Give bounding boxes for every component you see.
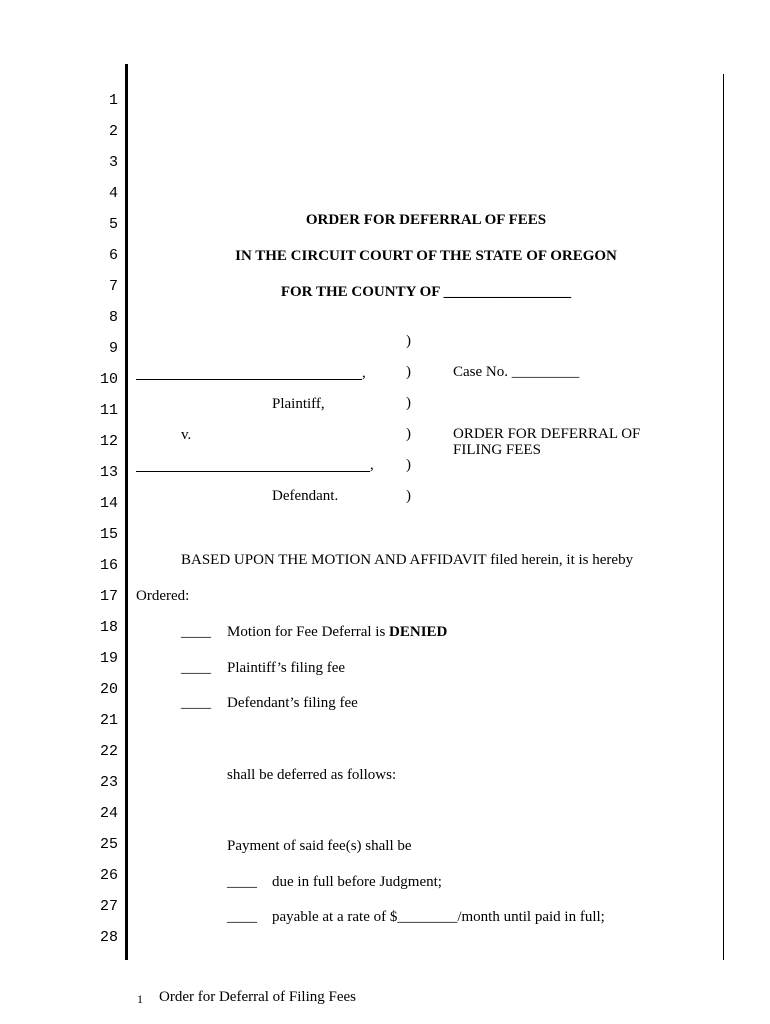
line-number: 16 — [99, 557, 118, 574]
left-margin-rule — [125, 64, 128, 960]
line-number: 12 — [99, 433, 118, 450]
line-number: 21 — [99, 712, 118, 729]
line-number: 19 — [99, 650, 118, 667]
caption-doc-title-line2: FILING FEES — [453, 442, 541, 458]
county-line: FOR THE COUNTY OF _________________ — [280, 284, 572, 300]
line-number: 8 — [108, 309, 118, 326]
plaintiff-label: Plaintiff, — [272, 396, 325, 412]
caption-paren: ) — [406, 457, 411, 473]
intro-paragraph: BASED UPON THE MOTION AND AFFIDAVIT filed herein, it is hereby — [181, 552, 634, 568]
line-number: 5 — [108, 216, 118, 233]
option-payable-rate: payable at a rate of $________/month until paid in full; — [272, 909, 605, 925]
defendant-label: Defendant. — [272, 488, 339, 504]
line-number: 1 — [108, 92, 118, 109]
line-number: 6 — [108, 247, 118, 264]
defendant-name-line — [136, 471, 370, 472]
ordered-label: Ordered: — [136, 588, 190, 604]
line-number: 4 — [108, 185, 118, 202]
checkbox-blank-denied: ____ — [181, 624, 211, 640]
checkbox-blank-defendant: ____ — [181, 695, 211, 711]
line-number: 25 — [99, 836, 118, 853]
line-number: 22 — [99, 743, 118, 760]
line-number: 18 — [99, 619, 118, 636]
option-denied-text: Motion for Fee Deferral is — [227, 624, 390, 640]
line-number: 7 — [108, 278, 118, 295]
payment-statement: Payment of said fee(s) shall be — [227, 838, 412, 854]
option-due-in-full: due in full before Judgment; — [272, 874, 442, 890]
line-number: 23 — [99, 774, 118, 791]
caption-paren: ) — [406, 333, 411, 349]
deferred-statement: shall be deferred as follows: — [227, 767, 397, 783]
line-number: 10 — [99, 371, 118, 388]
line-number: 17 — [99, 588, 118, 605]
document-title: ORDER FOR DEFERRAL OF FEES — [305, 212, 547, 228]
line-number: 26 — [99, 867, 118, 884]
case-number: Case No. _________ — [453, 364, 580, 380]
checkbox-blank-rate: ____ — [227, 909, 257, 925]
court-name: IN THE CIRCUIT COURT OF THE STATE OF OREGON — [235, 248, 617, 264]
denied-emphasis: DENIED — [389, 624, 448, 640]
versus-label: v. — [181, 427, 192, 443]
right-margin-rule — [723, 74, 724, 960]
option-defendant-fee: Defendant’s filing fee — [227, 695, 358, 711]
plaintiff-comma: , — [362, 365, 366, 381]
checkbox-blank-plaintiff: ____ — [181, 660, 211, 676]
line-number: 3 — [108, 154, 118, 171]
line-number: 2 — [108, 123, 118, 140]
checkbox-blank-due-full: ____ — [227, 874, 257, 890]
caption-paren: ) — [406, 364, 411, 380]
defendant-comma: , — [370, 457, 374, 473]
line-number: 9 — [108, 340, 118, 357]
line-number: 13 — [99, 464, 118, 481]
line-number: 11 — [99, 402, 118, 419]
line-number: 15 — [99, 526, 118, 543]
caption-doc-title-line1: ORDER FOR DEFERRAL OF — [453, 426, 641, 442]
footer-page-number: 1 — [137, 992, 143, 1006]
line-number: 27 — [99, 898, 118, 915]
option-denied — [227, 624, 447, 641]
line-number: 20 — [99, 681, 118, 698]
caption-paren: ) — [406, 395, 411, 411]
line-number: 28 — [99, 929, 118, 946]
caption-paren: ) — [406, 426, 411, 442]
line-number: 14 — [99, 495, 118, 512]
caption-paren: ) — [406, 488, 411, 504]
footer-title: Order for Deferral of Filing Fees — [159, 989, 357, 1005]
line-number: 24 — [99, 805, 118, 822]
plaintiff-name-line — [136, 379, 362, 380]
option-plaintiff-fee: Plaintiff’s filing fee — [227, 660, 346, 676]
